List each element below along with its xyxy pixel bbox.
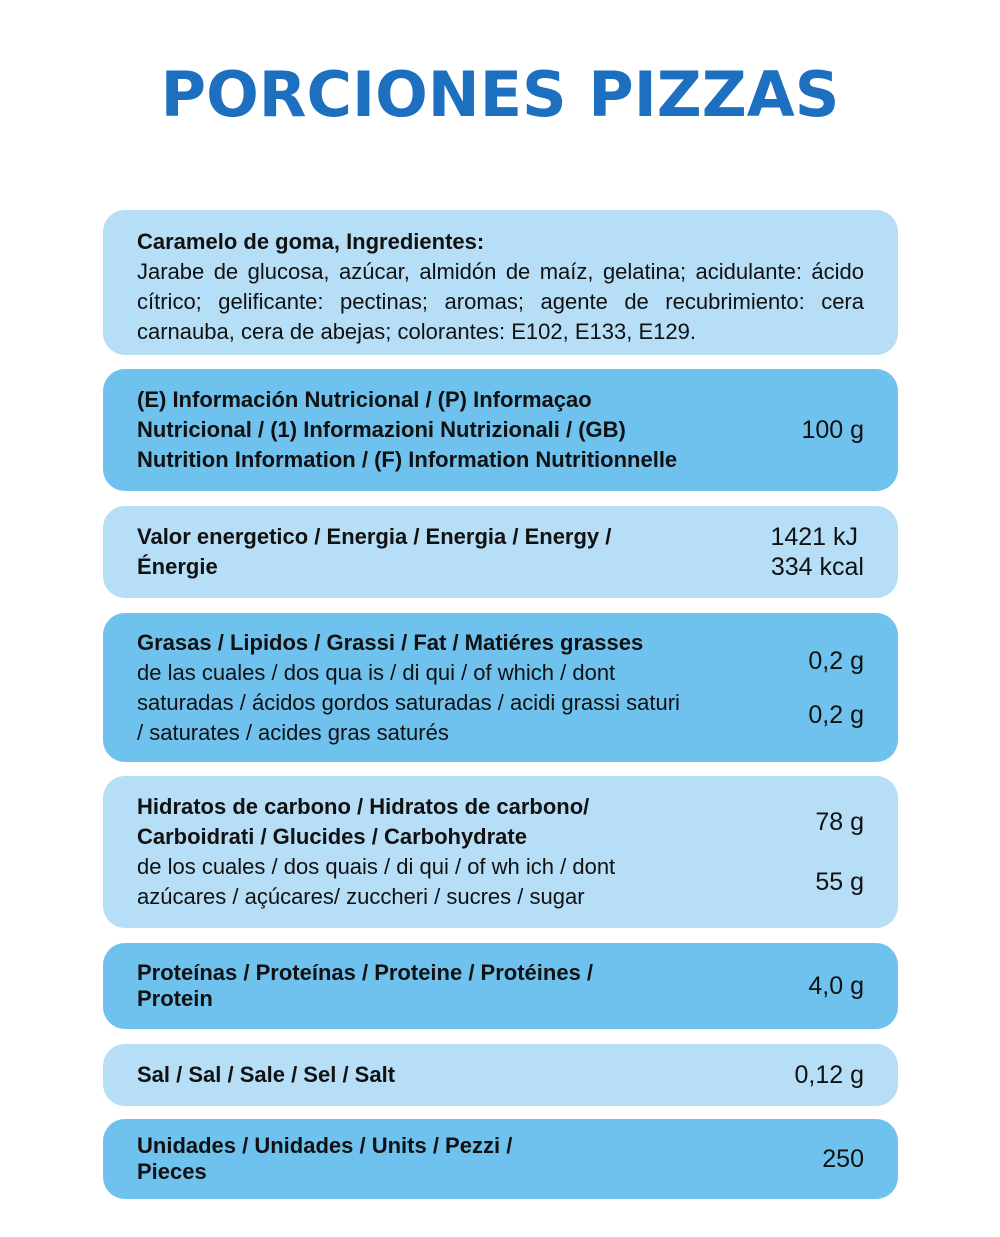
energy-value-kj: 1421 kJ xyxy=(770,523,858,551)
nutrition-header-box xyxy=(103,369,898,491)
ingredients-text: Jarabe de glucosa, azúcar, almidón de maíz, gelatina; acidulante: ácido cítrico; gelificante: pectinas; aromas; agente de recubrimiento: cera carnauba, cera de abejas; colorantes: E102, E133, E129. xyxy=(137,259,864,344)
units-label-line2: Pieces xyxy=(137,1159,207,1184)
fat-label: Grasas / Lipidos / Grassi / Fat / Matiéres grasses xyxy=(137,629,644,655)
carbohydrate-box xyxy=(103,776,898,928)
nutrition-header-line3: Nutrition Information / (F) Information Nutritionnelle xyxy=(137,447,678,472)
carbohydrate-label-line2: Carboidrati / Glucides / Carbohydrate xyxy=(137,824,527,849)
protein-label-line2: Protein xyxy=(137,986,213,1011)
protein-label-line1: Proteínas / Proteínas / Proteine / Protéines / xyxy=(137,960,594,985)
carbohydrate-value: 78 g xyxy=(815,808,864,836)
energy-box xyxy=(103,506,898,598)
sugar-sub-line2: azúcares / açúcares/ zuccheri / sucres / sugar xyxy=(137,884,585,909)
energy-value-kcal: 334 kcal xyxy=(770,553,864,581)
nutrition-header-value: 100 g xyxy=(801,416,864,444)
nutrition-header-line1: (E) Información Nutricional / (P) Informaçao xyxy=(137,387,592,412)
sugar-value: 55 g xyxy=(815,868,864,896)
fat-sub-line2: saturadas / ácidos gordos saturadas / acidi grassi saturi xyxy=(137,689,680,715)
fat-value: 0,2 g xyxy=(808,646,864,675)
salt-value: 0,12 g xyxy=(794,1061,864,1089)
page-title: PORCIONES PIZZAS xyxy=(160,58,840,131)
protein-value: 4,0 g xyxy=(808,972,864,1000)
units-value: 250 xyxy=(822,1145,864,1173)
nutrition-header-line2: Nutricional / (1) Informazioni Nutrizionali / (GB) xyxy=(137,417,626,442)
ingredients-box xyxy=(103,210,898,355)
salt-label: Sal / Sal / Sale / Sel / Salt xyxy=(137,1062,396,1087)
protein-box xyxy=(103,943,898,1029)
sugar-sub-line1: de los cuales / dos quais / di qui / of wh ich / dont xyxy=(137,854,616,879)
carbohydrate-label-line1: Hidratos de carbono / Hidratos de carbono/ xyxy=(137,794,590,819)
units-label-line1: Unidades / Unidades / Units / Pezzi / xyxy=(137,1133,513,1158)
energy-label-line1: Valor energetico / Energia / Energia / Energy / xyxy=(137,524,612,549)
fat-sub-line3: / saturates / acides gras saturés xyxy=(137,719,449,745)
salt-box xyxy=(103,1044,898,1106)
energy-label-line2: Énergie xyxy=(137,554,218,579)
ingredients-heading: Caramelo de goma, Ingredientes: xyxy=(137,229,485,254)
units-box xyxy=(103,1119,898,1199)
fat-box xyxy=(103,613,898,762)
fat-sub-line1: de las cuales / dos qua is / di qui / of which / dont xyxy=(137,659,616,685)
fat-saturated-value: 0,2 g xyxy=(808,700,864,729)
